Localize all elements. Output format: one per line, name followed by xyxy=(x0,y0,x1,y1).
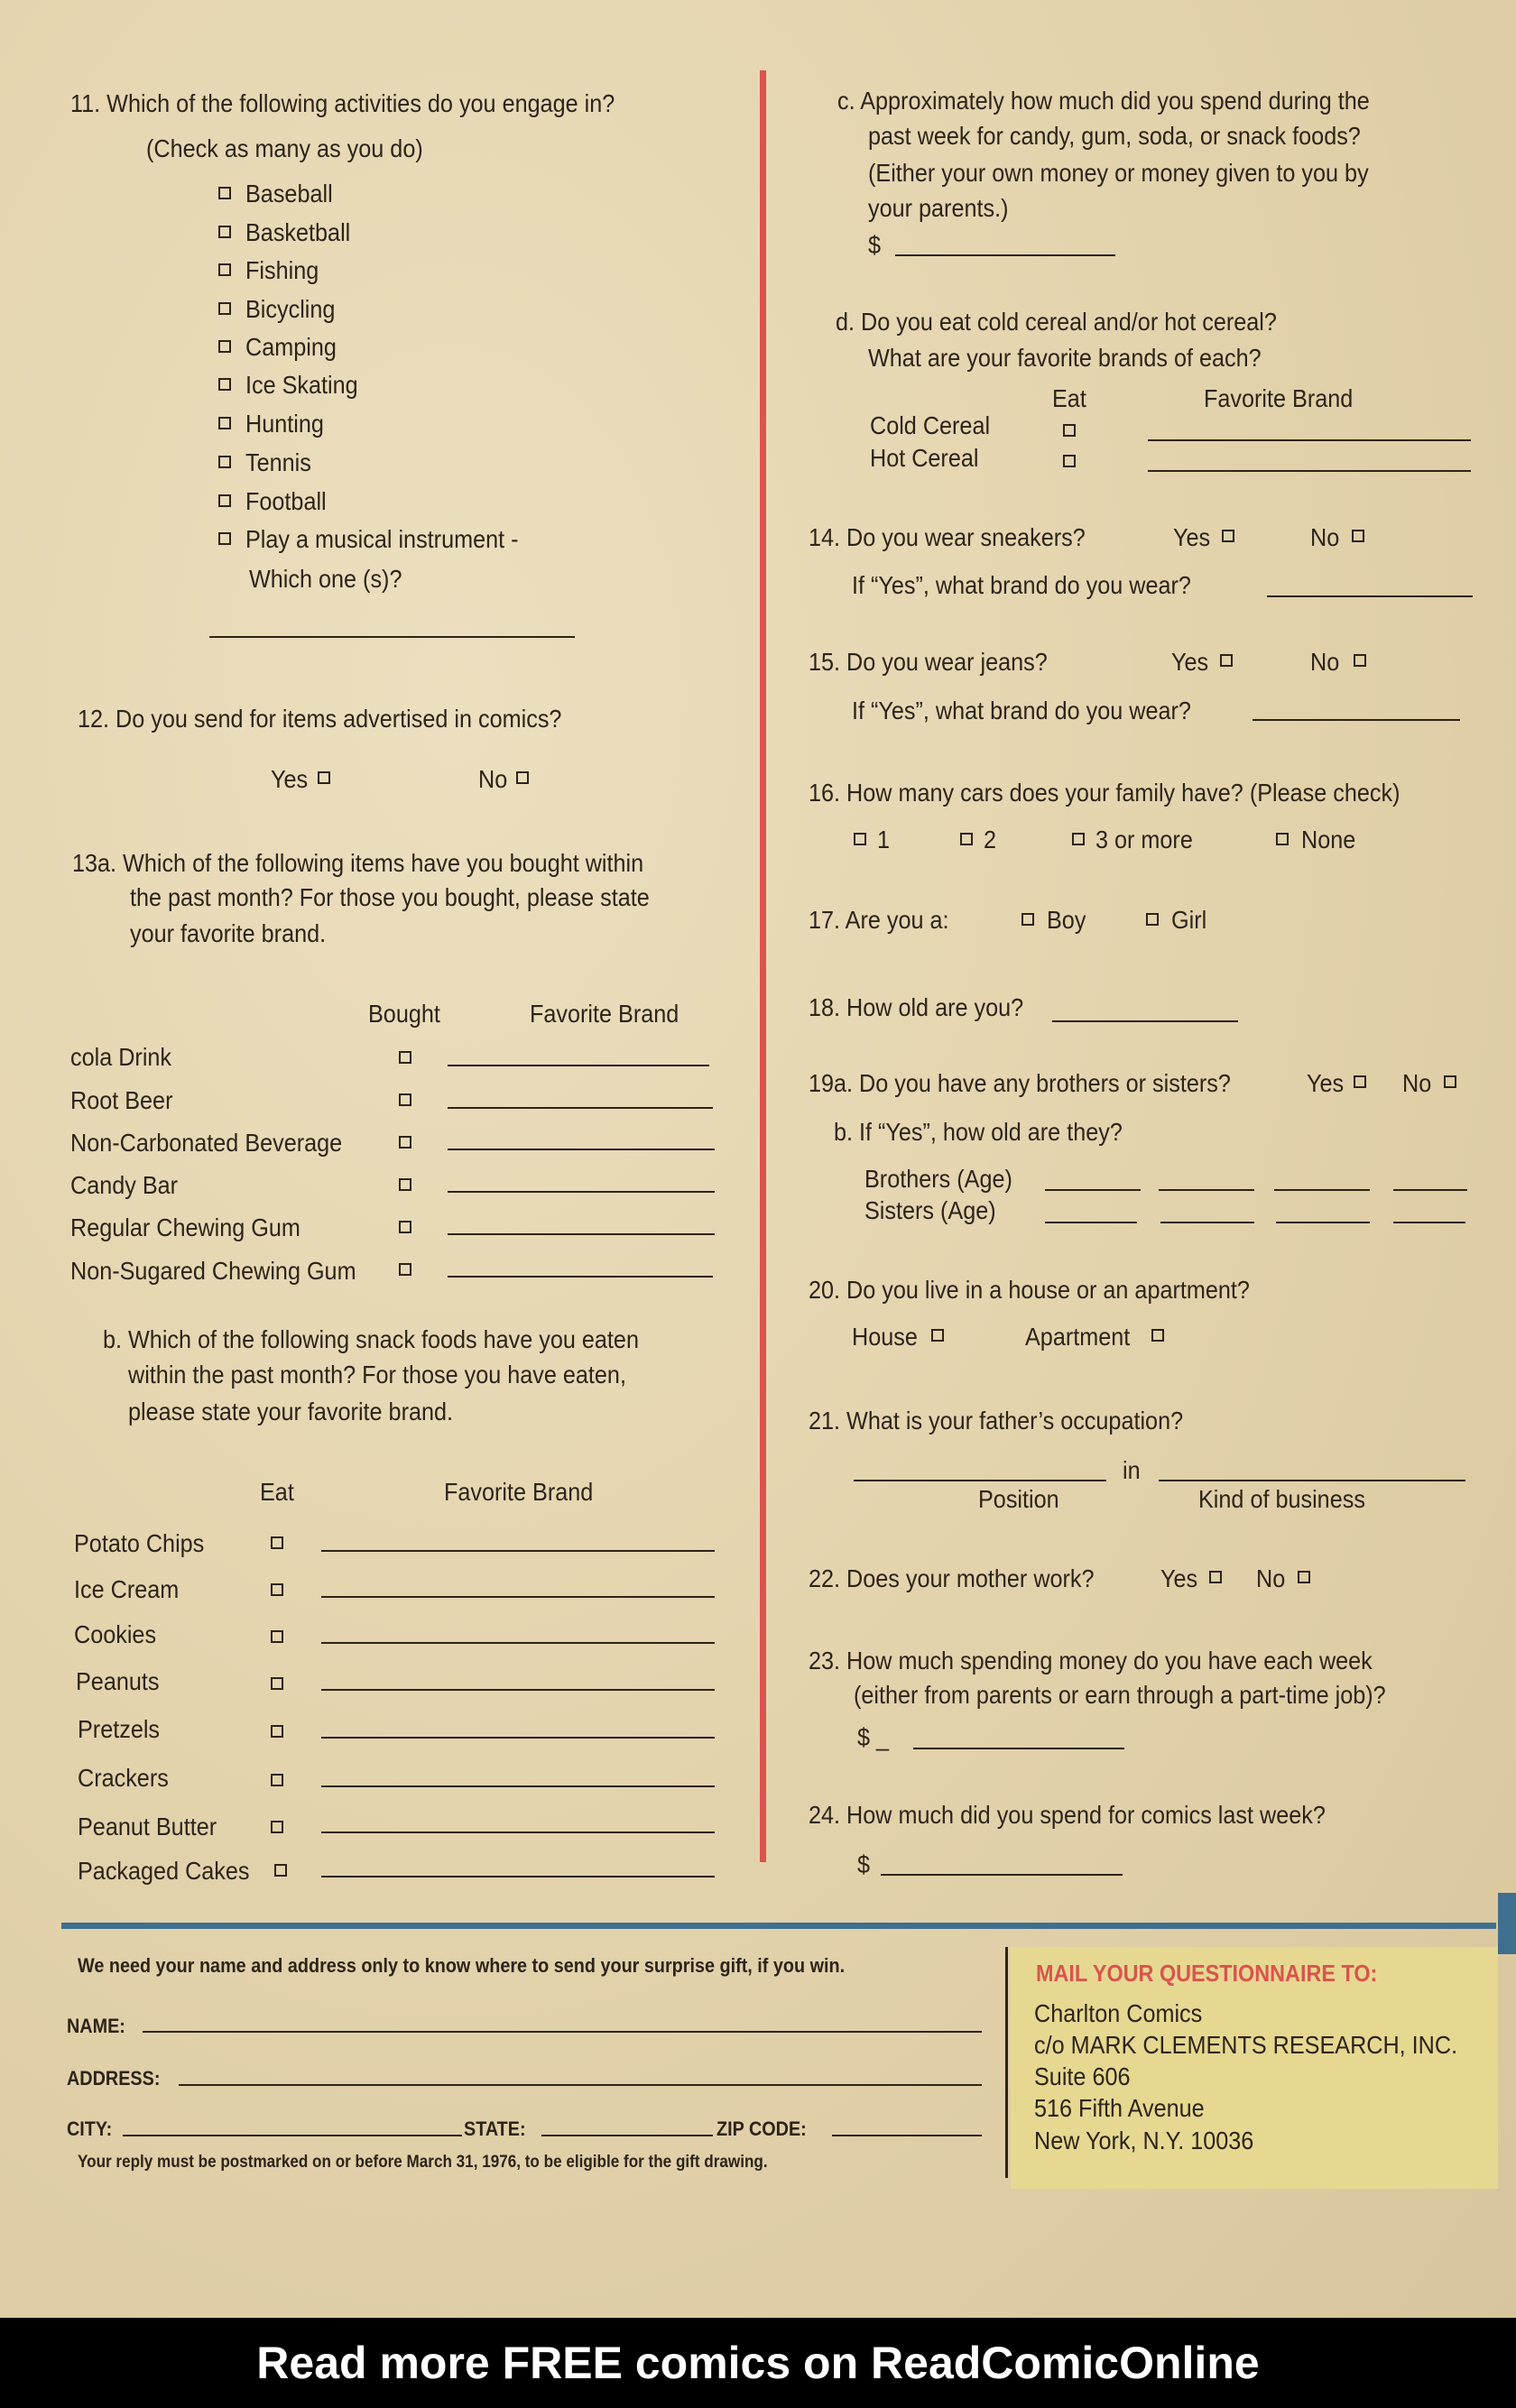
address-field[interactable] xyxy=(179,2084,982,2086)
q16-question: 16. How many cars does your family have? (Please check) xyxy=(809,779,1400,807)
yes-label: Yes xyxy=(1160,1564,1198,1592)
mail-line: Charlton Comics xyxy=(1034,1999,1203,2027)
brand-line[interactable] xyxy=(448,1065,709,1066)
cars-1-checkbox[interactable] xyxy=(854,833,866,845)
footer-link[interactable]: Read more FREE comics on ReadComicOnline xyxy=(256,2338,1260,2388)
cars-2-checkbox[interactable] xyxy=(960,833,973,845)
q13c-question-line: c. Approximately how much did you spend during the xyxy=(837,87,1370,115)
name-label: NAME: xyxy=(67,2015,125,2037)
snack-label: Peanut Butter xyxy=(78,1813,217,1841)
kind-of-business-label: Kind of business xyxy=(1198,1485,1365,1513)
option-label: Baseball xyxy=(245,180,333,208)
brand-line[interactable] xyxy=(448,1233,715,1235)
q19a-question: 19a. Do you have any brothers or sisters? xyxy=(809,1069,1231,1097)
dollar-sign: $ xyxy=(857,1850,871,1878)
eat-checkbox[interactable] xyxy=(271,1725,283,1738)
option-label: Basketball xyxy=(245,218,351,246)
q13a-question-line: 13a. Which of the following items have you bought within xyxy=(72,849,644,877)
q12-no-checkbox[interactable] xyxy=(516,771,529,784)
eat-checkbox[interactable] xyxy=(271,1821,283,1833)
city-field[interactable] xyxy=(123,2135,462,2136)
q13c-question-line: (Either your own money or money given to you by xyxy=(868,159,1369,187)
apartment-checkbox[interactable] xyxy=(1151,1329,1164,1342)
eat-checkbox[interactable] xyxy=(271,1774,283,1786)
address-label: ADDRESS: xyxy=(67,2067,161,2090)
age-line[interactable] xyxy=(1160,1222,1254,1223)
mail-line: New York, N.Y. 10036 xyxy=(1034,2127,1254,2154)
checkbox-musical-instrument[interactable] xyxy=(218,532,231,545)
q23-question-line: 23. How much spending money do you have each week xyxy=(809,1647,1373,1675)
q17-question: 17. Are you a: xyxy=(809,906,949,934)
q13d-question-line: d. Do you eat cold cereal and/or hot cereal? xyxy=(836,308,1277,336)
checkbox-tennis[interactable] xyxy=(218,456,231,468)
option-label: Boy xyxy=(1047,906,1086,934)
bought-checkbox[interactable] xyxy=(399,1221,411,1233)
checkbox-fishing[interactable] xyxy=(218,263,231,276)
brand-line[interactable] xyxy=(1148,470,1471,472)
yes-label: Yes xyxy=(1171,648,1209,676)
q22-yes-checkbox[interactable] xyxy=(1209,1571,1222,1583)
name-field[interactable] xyxy=(143,2031,982,2033)
item-label: Candy Bar xyxy=(70,1171,179,1199)
mail-box-divider xyxy=(1005,1947,1008,2178)
option-label: Tennis xyxy=(245,448,311,476)
age-line[interactable] xyxy=(1393,1222,1465,1223)
q15-followup: If “Yes”, what brand do you wear? xyxy=(852,697,1191,724)
eat-checkbox[interactable] xyxy=(271,1583,283,1596)
snack-label: Ice Cream xyxy=(74,1575,180,1603)
q22-question: 22. Does your mother work? xyxy=(809,1564,1095,1592)
checkbox-camping[interactable] xyxy=(218,340,231,353)
eat-checkbox[interactable] xyxy=(274,1864,287,1877)
snack-label: Crackers xyxy=(78,1764,169,1792)
state-label: STATE: xyxy=(464,2117,526,2140)
snack-label: Peanuts xyxy=(76,1667,160,1695)
contact-intro: We need your name and address only to know where to send your surprise gift, if you win. xyxy=(78,1954,846,1977)
q11-question: 11. Which of the following activities do you engage in? xyxy=(70,89,615,117)
position-label: Position xyxy=(978,1485,1059,1513)
cereal-label: Hot Cereal xyxy=(870,444,979,472)
eat-header: Eat xyxy=(260,1478,294,1506)
q14-followup: If “Yes”, what brand do you wear? xyxy=(852,571,1191,599)
brothers-label: Brothers (Age) xyxy=(864,1165,1012,1193)
option-label: 1 xyxy=(877,826,891,853)
sneaker-brand-line[interactable] xyxy=(1267,595,1473,597)
q22-no-checkbox[interactable] xyxy=(1298,1571,1310,1583)
dollar-sign: $ _ xyxy=(857,1723,890,1751)
in-label: in xyxy=(1123,1456,1141,1484)
age-line[interactable] xyxy=(1052,1020,1238,1022)
q14-yes-checkbox[interactable] xyxy=(1222,530,1234,542)
q13b-question-line: b. Which of the following snack foods have you eaten xyxy=(103,1325,639,1353)
brand-line[interactable] xyxy=(321,1785,715,1787)
option-label: Bicycling xyxy=(245,295,336,323)
snack-label: Cookies xyxy=(74,1620,157,1648)
bought-checkbox[interactable] xyxy=(399,1263,411,1276)
section-divider xyxy=(61,1923,1496,1929)
q13c-question-line: past week for candy, gum, soda, or snack foods? xyxy=(868,122,1361,150)
bought-checkbox[interactable] xyxy=(399,1093,411,1106)
q13a-question-line: your favorite brand. xyxy=(130,919,327,947)
house-checkbox[interactable] xyxy=(931,1329,944,1342)
position-line[interactable] xyxy=(854,1480,1106,1481)
q15-question: 15. Do you wear jeans? xyxy=(809,648,1048,676)
no-label: No xyxy=(1310,648,1340,676)
item-label: Non-Carbonated Beverage xyxy=(70,1129,343,1157)
q15-yes-checkbox[interactable] xyxy=(1220,654,1233,667)
brand-line[interactable] xyxy=(448,1149,715,1150)
yes-label: Yes xyxy=(1173,523,1211,551)
age-line[interactable] xyxy=(1276,1222,1370,1223)
checkbox-hunting[interactable] xyxy=(218,417,231,429)
item-label: cola Drink xyxy=(70,1043,172,1071)
checkbox-basketball[interactable] xyxy=(218,226,231,238)
q12-yes-checkbox[interactable] xyxy=(318,771,330,784)
no-label: No xyxy=(1256,1564,1286,1592)
mail-line: 516 Fifth Avenue xyxy=(1034,2094,1205,2122)
option-label: Apartment xyxy=(1025,1323,1131,1351)
bought-header: Bought xyxy=(368,1000,440,1028)
q15-no-checkbox[interactable] xyxy=(1354,654,1366,667)
favorite-brand-header: Favorite Brand xyxy=(530,1000,679,1028)
state-field[interactable] xyxy=(541,2135,713,2136)
q20-question: 20. Do you live in a house or an apartment? xyxy=(809,1276,1250,1304)
q19-yes-checkbox[interactable] xyxy=(1354,1075,1366,1088)
age-line[interactable] xyxy=(1159,1189,1254,1191)
jeans-brand-line[interactable] xyxy=(1253,719,1460,721)
bought-checkbox[interactable] xyxy=(399,1051,411,1064)
yes-label: Yes xyxy=(1307,1069,1345,1097)
business-line[interactable] xyxy=(1159,1480,1465,1481)
amount-line[interactable] xyxy=(913,1748,1124,1749)
option-label: Play a musical instrument - xyxy=(245,525,519,553)
option-label: Hunting xyxy=(245,410,324,438)
q13d-question-line: What are your favorite brands of each? xyxy=(868,344,1262,372)
option-label: Camping xyxy=(245,333,337,361)
brand-line[interactable] xyxy=(321,1876,715,1878)
sisters-label: Sisters (Age) xyxy=(864,1196,996,1224)
option-label: Girl xyxy=(1171,906,1207,934)
checkbox-baseball[interactable] xyxy=(218,187,231,199)
amount-line[interactable] xyxy=(881,1874,1123,1876)
item-label: Root Beer xyxy=(70,1086,173,1114)
q12-question: 12. Do you send for items advertised in comics? xyxy=(78,705,562,733)
brand-line[interactable] xyxy=(1148,439,1471,441)
cold-cereal-checkbox[interactable] xyxy=(1063,424,1076,437)
mail-line: c/o MARK CLEMENTS RESEARCH, INC. xyxy=(1034,2031,1458,2059)
cars-none-checkbox[interactable] xyxy=(1276,833,1289,845)
bought-checkbox[interactable] xyxy=(399,1178,411,1191)
q19b-question: b. If “Yes”, how old are they? xyxy=(834,1118,1123,1146)
q13c-question-line: your parents.) xyxy=(868,194,1009,222)
item-label: Non-Sugared Chewing Gum xyxy=(70,1257,356,1285)
zip-field[interactable] xyxy=(832,2135,982,2136)
favorite-brand-header: Favorite Brand xyxy=(444,1478,594,1506)
age-line[interactable] xyxy=(1045,1222,1137,1223)
edge-tab xyxy=(1498,1893,1516,1954)
checkbox-bicycling[interactable] xyxy=(218,302,231,315)
column-divider xyxy=(760,70,766,1862)
snack-label: Packaged Cakes xyxy=(78,1857,250,1885)
option-label: Ice Skating xyxy=(245,371,358,399)
city-label: CITY: xyxy=(67,2117,113,2140)
cereal-label: Cold Cereal xyxy=(870,411,991,439)
option-label: None xyxy=(1301,826,1356,853)
boy-checkbox[interactable] xyxy=(1021,913,1034,926)
snack-label: Potato Chips xyxy=(74,1529,205,1557)
snack-label: Pretzels xyxy=(78,1715,161,1743)
brand-line[interactable] xyxy=(448,1107,713,1109)
brand-line[interactable] xyxy=(321,1689,715,1691)
q13b-question-line: within the past month? For those you have eaten, xyxy=(128,1361,626,1389)
q13b-question-line: please state your favorite brand. xyxy=(128,1398,454,1425)
item-label: Regular Chewing Gum xyxy=(70,1213,300,1241)
brand-line[interactable] xyxy=(321,1642,715,1644)
eat-checkbox[interactable] xyxy=(271,1677,283,1690)
option-label: Fishing xyxy=(245,256,319,284)
hot-cereal-checkbox[interactable] xyxy=(1063,455,1076,467)
mail-line: Suite 606 xyxy=(1034,2062,1131,2090)
q13a-question-line: the past month? For those you bought, please state xyxy=(130,883,650,911)
no-label: No xyxy=(1310,523,1340,551)
brand-line[interactable] xyxy=(321,1831,715,1833)
brand-line[interactable] xyxy=(321,1596,715,1598)
mail-heading: MAIL YOUR QUESTIONNAIRE TO: xyxy=(1036,1960,1378,1987)
q11-instruction: (Check as many as you do) xyxy=(146,134,423,162)
brand-line[interactable] xyxy=(448,1276,713,1278)
q11-followup: Which one (s)? xyxy=(249,565,402,593)
q14-no-checkbox[interactable] xyxy=(1352,530,1364,542)
option-label: Football xyxy=(245,487,327,515)
yes-label: Yes xyxy=(271,765,309,793)
eat-checkbox[interactable] xyxy=(271,1630,283,1643)
girl-checkbox[interactable] xyxy=(1146,913,1159,926)
q21-question: 21. What is your father’s occupation? xyxy=(809,1407,1184,1435)
checkbox-football[interactable] xyxy=(218,494,231,507)
amount-line[interactable] xyxy=(895,254,1115,256)
deadline-note: Your reply must be postmarked on or before March 31, 1976, to be eligible for the gift drawing. xyxy=(78,2153,768,2172)
age-line[interactable] xyxy=(1045,1189,1141,1191)
age-line[interactable] xyxy=(1274,1189,1370,1191)
brand-line[interactable] xyxy=(321,1550,715,1552)
favorite-brand-header: Favorite Brand xyxy=(1204,384,1354,412)
option-label: 2 xyxy=(984,826,997,853)
checkbox-ice-skating[interactable] xyxy=(218,378,231,391)
no-label: No xyxy=(1402,1069,1432,1097)
q18-question: 18. How old are you? xyxy=(809,993,1024,1021)
q24-question: 24. How much did you spend for comics last week? xyxy=(809,1801,1326,1829)
cars-3-checkbox[interactable] xyxy=(1072,833,1085,845)
brand-line[interactable] xyxy=(448,1191,715,1193)
brand-line[interactable] xyxy=(321,1737,715,1739)
q14-question: 14. Do you wear sneakers? xyxy=(809,523,1086,551)
q23-question-line: (either from parents or earn through a part-time job)? xyxy=(854,1681,1386,1709)
instrument-answer-line[interactable] xyxy=(209,636,575,638)
bought-checkbox[interactable] xyxy=(399,1136,411,1149)
option-label: House xyxy=(852,1323,918,1351)
dollar-sign: $ xyxy=(868,231,882,259)
eat-checkbox[interactable] xyxy=(271,1536,283,1549)
option-label: 3 or more xyxy=(1095,826,1193,853)
q19-no-checkbox[interactable] xyxy=(1444,1075,1456,1088)
zip-label: ZIP CODE: xyxy=(716,2117,807,2140)
age-line[interactable] xyxy=(1393,1189,1467,1191)
no-label: No xyxy=(478,765,508,793)
eat-header: Eat xyxy=(1052,384,1086,412)
